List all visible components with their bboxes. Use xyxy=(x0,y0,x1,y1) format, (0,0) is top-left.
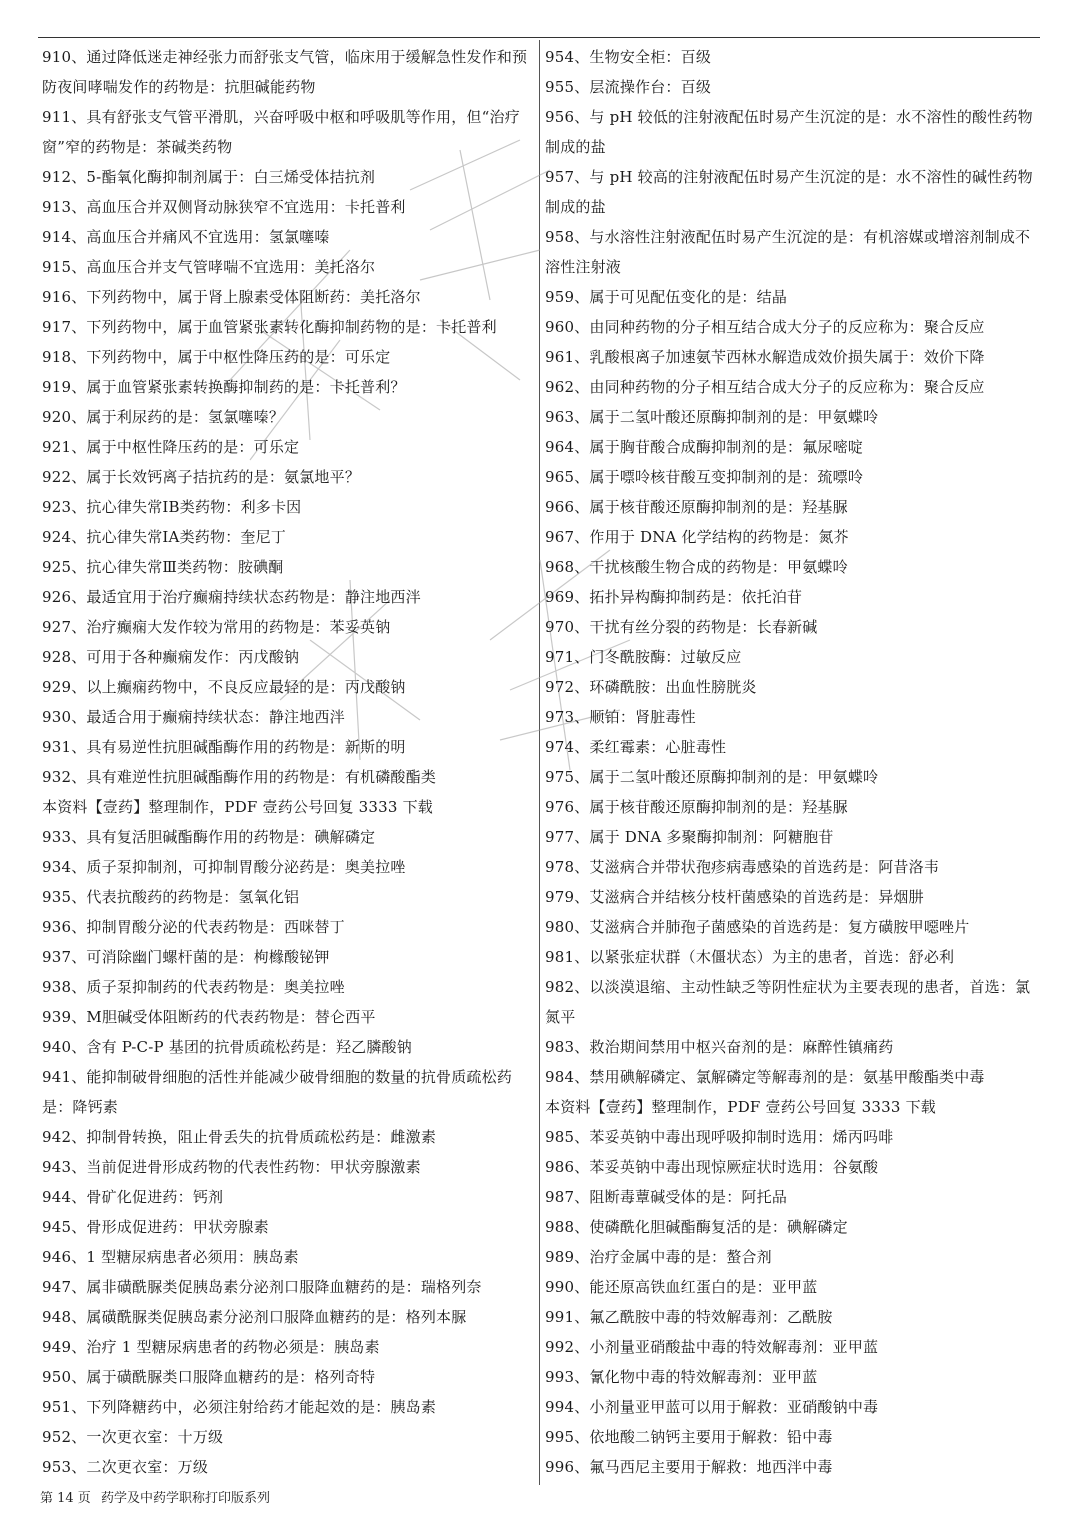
list-item: 970、干扰有丝分裂的药物是：长春新碱 xyxy=(545,618,818,636)
list-item: 939、M胆碱受体阻断药的代表药物是：替仑西平 xyxy=(42,1008,376,1026)
list-item: 948、属磺酰脲类促胰岛素分泌剂口服降血糖药的是：格列本脲 xyxy=(42,1308,467,1326)
list-item: 936、抑制胃酸分泌的代表药物是：西咪替丁 xyxy=(42,918,345,936)
list-item: 946、1 型糖尿病患者必须用：胰岛素 xyxy=(42,1248,299,1266)
list-item: 922、属于长效钙离子拮抗药的是：氨氯地平？ xyxy=(42,468,361,486)
list-item: 994、小剂量亚甲蓝可以用于解救：亚硝酸钠中毒 xyxy=(545,1398,879,1416)
list-item: 910、通过降低迷走神经张力而舒张支气管，临床用于缓解急性发作和预防夜间哮喘发作的药物是：抗胆碱能药物 xyxy=(42,48,528,96)
list-item: 975、属于二氢叶酸还原酶抑制剂的是：甲氨蝶呤 xyxy=(545,768,879,786)
list-item: 942、抑制骨转换，阻止骨丢失的抗骨质疏松药是：雌激素 xyxy=(42,1128,437,1146)
page-number: 第 14 页 xyxy=(40,1491,91,1506)
list-item: 983、救治期间禁用中枢兴奋剂的是：麻醉性镇痛药 xyxy=(545,1038,894,1056)
list-item: 918、下列药物中，属于中枢性降压药的是：可乐定 xyxy=(42,348,391,366)
list-item: 967、作用于 DNA 化学结构的药物是：氮芥 xyxy=(545,528,849,546)
list-item: 本资料【壹药】整理制作，PDF 壹药公号回复 3333 下载 xyxy=(545,1098,937,1116)
list-item: 981、以紧张症状群（木僵状态）为主的患者，首选：舒必利 xyxy=(545,948,955,966)
list-item: 932、具有难逆性抗胆碱酯酶作用的药物是：有机磷酸酯类 xyxy=(42,768,437,786)
list-item: 961、乳酸根离子加速氨苄西林水解造成效价损失属于：效价下降 xyxy=(545,348,985,366)
list-item: 934、质子泵抑制剂，可抑制胃酸分泌药是：奥美拉唑 xyxy=(42,858,406,876)
list-item: 976、属于核苷酸还原酶抑制剂的是：羟基脲 xyxy=(545,798,848,816)
list-item: 931、具有易逆性抗胆碱酯酶作用的药物是：新斯的明 xyxy=(42,738,406,756)
list-item: 956、与 pH 较低的注射液配伍时易产生沉淀的是：水不溶性的酸性药物制成的盐 xyxy=(545,108,1033,156)
list-item: 974、柔红霉素：心脏毒性 xyxy=(545,738,727,756)
series-title: 药学及中药学职称打印版系列 xyxy=(100,1491,270,1506)
list-item: 982、以淡漠退缩、主动性缺乏等阴性症状为主要表现的患者，首选：氯氮平 xyxy=(545,978,1031,1026)
list-item: 989、治疗金属中毒的是：螯合剂 xyxy=(545,1248,772,1266)
list-item: 913、高血压合并双侧肾动脉狭窄不宜选用：卡托普利 xyxy=(42,198,406,216)
list-item: 927、治疗癫痫大发作较为常用的药物是：苯妥英钠 xyxy=(42,618,391,636)
list-item: 941、能抑制破骨细胞的活性并能减少破骨细胞的数量的抗骨质疏松药是：降钙素 xyxy=(42,1068,513,1116)
list-item: 950、属于磺酰脲类口服降血糖药的是：格列奇特 xyxy=(42,1368,376,1386)
list-item: 911、具有舒张支气管平滑肌，兴奋呼吸中枢和呼吸肌等作用，但“治疗窗”窄的药物是：茶碱类药物 xyxy=(42,108,520,156)
list-item: 925、抗心律失常Ⅲ类药物：胺碘酮 xyxy=(42,558,284,576)
list-item: 917、下列药物中，属于血管紧张素转化酶抑制药物的是：卡托普利 xyxy=(42,318,497,336)
list-item: 992、小剂量亚硝酸盐中毒的特效解毒剂：亚甲蓝 xyxy=(545,1338,879,1356)
list-item: 933、具有复活胆碱酯酶作用的药物是：碘解磷定 xyxy=(42,828,376,846)
list-item: 915、高血压合并支气管哮喘不宜选用：美托洛尔 xyxy=(42,258,376,276)
list-item: 920、属于利尿药的是：氢氯噻嗪？ xyxy=(42,408,285,426)
right-column xyxy=(545,42,1041,1482)
list-item: 963、属于二氢叶酸还原酶抑制剂的是：甲氨蝶呤 xyxy=(545,408,879,426)
list-item: 969、拓扑异构酶抑制药是：依托泊苷 xyxy=(545,588,803,606)
page-footer xyxy=(40,1490,270,1508)
list-item: 924、抗心律失常ⅠA类药物：奎尼丁 xyxy=(42,528,286,546)
list-item: 952、一次更衣室：十万级 xyxy=(42,1428,224,1446)
list-item: 930、最适合用于癫痫持续状态：静注地西泮 xyxy=(42,708,345,726)
column-divider xyxy=(539,40,540,1485)
list-item: 937、可消除幽门螺杆菌的是：枸橼酸铋钾 xyxy=(42,948,330,966)
list-item: 993、氰化物中毒的特效解毒剂：亚甲蓝 xyxy=(545,1368,818,1386)
list-item: 914、高血压合并痛风不宜选用：氢氯噻嗪 xyxy=(42,228,330,246)
list-item: 965、属于嘌呤核苷酸互变抑制剂的是：巯嘌呤 xyxy=(545,468,864,486)
list-item: 988、使磷酰化胆碱酯酶复活的是：碘解磷定 xyxy=(545,1218,848,1236)
list-item: 923、抗心律失常ⅠB类药物：利多卡因 xyxy=(42,498,302,516)
list-item: 995、依地酸二钠钙主要用于解救：铅中毒 xyxy=(545,1428,833,1446)
list-item: 968、干扰核酸生物合成的药物是：甲氨蝶呤 xyxy=(545,558,848,576)
list-item: 966、属于核苷酸还原酶抑制剂的是：羟基脲 xyxy=(545,498,848,516)
list-item: 973、顺铂：肾脏毒性 xyxy=(545,708,696,726)
list-item: 919、属于血管紧张素转换酶抑制药的是：卡托普利？ xyxy=(42,378,406,396)
list-item: 921、属于中枢性降压药的是：可乐定 xyxy=(42,438,300,456)
list-item: 977、属于 DNA 多聚酶抑制剂：阿糖胞苷 xyxy=(545,828,834,846)
list-item: 954、生物安全柜：百级 xyxy=(545,48,712,66)
list-item: 980、艾滋病合并肺孢子菌感染的首选药是：复方磺胺甲噁唑片 xyxy=(545,918,970,936)
list-item: 916、下列药物中，属于肾上腺素受体阻断药：美托洛尔 xyxy=(42,288,421,306)
list-item: 971、门冬酰胺酶：过敏反应 xyxy=(545,648,742,666)
list-item: 960、由同种药物的分子相互结合成大分子的反应称为：聚合反应 xyxy=(545,318,985,336)
list-item: 955、层流操作台：百级 xyxy=(545,78,712,96)
list-item: 959、属于可见配伍变化的是：结晶 xyxy=(545,288,788,306)
list-item: 912、5-酯氧化酶抑制剂属于：白三烯受体拮抗剂 xyxy=(42,168,376,186)
list-item: 978、艾滋病合并带状孢疹病毒感染的首选药是：阿昔洛韦 xyxy=(545,858,940,876)
list-item: 935、代表抗酸药的药物是：氢氧化铝 xyxy=(42,888,300,906)
list-item: 987、阻断毒蕈碱受体的是：阿托品 xyxy=(545,1188,788,1206)
list-item: 929、以上癫痫药物中，不良反应最轻的是：丙戊酸钠 xyxy=(42,678,406,696)
top-rule xyxy=(38,37,1040,38)
list-item: 945、骨形成促进药：甲状旁腺素 xyxy=(42,1218,269,1236)
list-item: 962、由同种药物的分子相互结合成大分子的反应称为：聚合反应 xyxy=(545,378,985,396)
list-item: 972、环磷酰胺：出血性膀胱炎 xyxy=(545,678,757,696)
list-item: 986、苯妥英钠中毒出现惊厥症状时选用：谷氨酸 xyxy=(545,1158,879,1176)
list-item: 991、氟乙酰胺中毒的特效解毒剂：乙酰胺 xyxy=(545,1308,833,1326)
list-item: 985、苯妥英钠中毒出现呼吸抑制时选用：烯丙吗啡 xyxy=(545,1128,894,1146)
list-item: 938、质子泵抑制药的代表药物是：奥美拉唑 xyxy=(42,978,345,996)
list-item: 940、含有 P-C-P 基团的抗骨质疏松药是：羟乙膦酸钠 xyxy=(42,1038,412,1056)
list-item: 947、属非磺酰脲类促胰岛素分泌剂口服降血糖药的是：瑞格列奈 xyxy=(42,1278,482,1296)
list-item: 979、艾滋病合并结核分枝杆菌感染的首选药是：异烟肼 xyxy=(545,888,924,906)
list-item: 996、氟马西尼主要用于解救：地西泮中毒 xyxy=(545,1458,833,1476)
list-item: 958、与水溶性注射液配伍时易产生沉淀的是：有机溶媒或增溶剂制成不溶性注射液 xyxy=(545,228,1031,276)
list-item: 984、禁用碘解磷定、氯解磷定等解毒剂的是：氨基甲酸酯类中毒 xyxy=(545,1068,985,1086)
list-item: 928、可用于各种癫痫发作：丙戊酸钠 xyxy=(42,648,300,666)
list-item: 926、最适宜用于治疗癫痫持续状态药物是：静注地西泮 xyxy=(42,588,421,606)
list-item: 本资料【壹药】整理制作，PDF 壹药公号回复 3333 下载 xyxy=(42,798,434,816)
list-item: 964、属于胸苷酸合成酶抑制剂的是：氟尿嘧啶 xyxy=(545,438,864,456)
list-item: 949、治疗 1 型糖尿病患者的药物必须是：胰岛素 xyxy=(42,1338,380,1356)
list-item: 953、二次更衣室：万级 xyxy=(42,1458,209,1476)
list-item: 990、能还原高铁血红蛋白的是：亚甲蓝 xyxy=(545,1278,818,1296)
list-item: 957、与 pH 较高的注射液配伍时易产生沉淀的是：水不溶性的碱性药物制成的盐 xyxy=(545,168,1033,216)
list-item: 951、下列降糖药中，必须注射给药才能起效的是：胰岛素 xyxy=(42,1398,437,1416)
left-column xyxy=(42,42,536,1482)
list-item: 943、当前促进骨形成药物的代表性药物：甲状旁腺激素 xyxy=(42,1158,421,1176)
list-item: 944、骨矿化促进药：钙剂 xyxy=(42,1188,224,1206)
